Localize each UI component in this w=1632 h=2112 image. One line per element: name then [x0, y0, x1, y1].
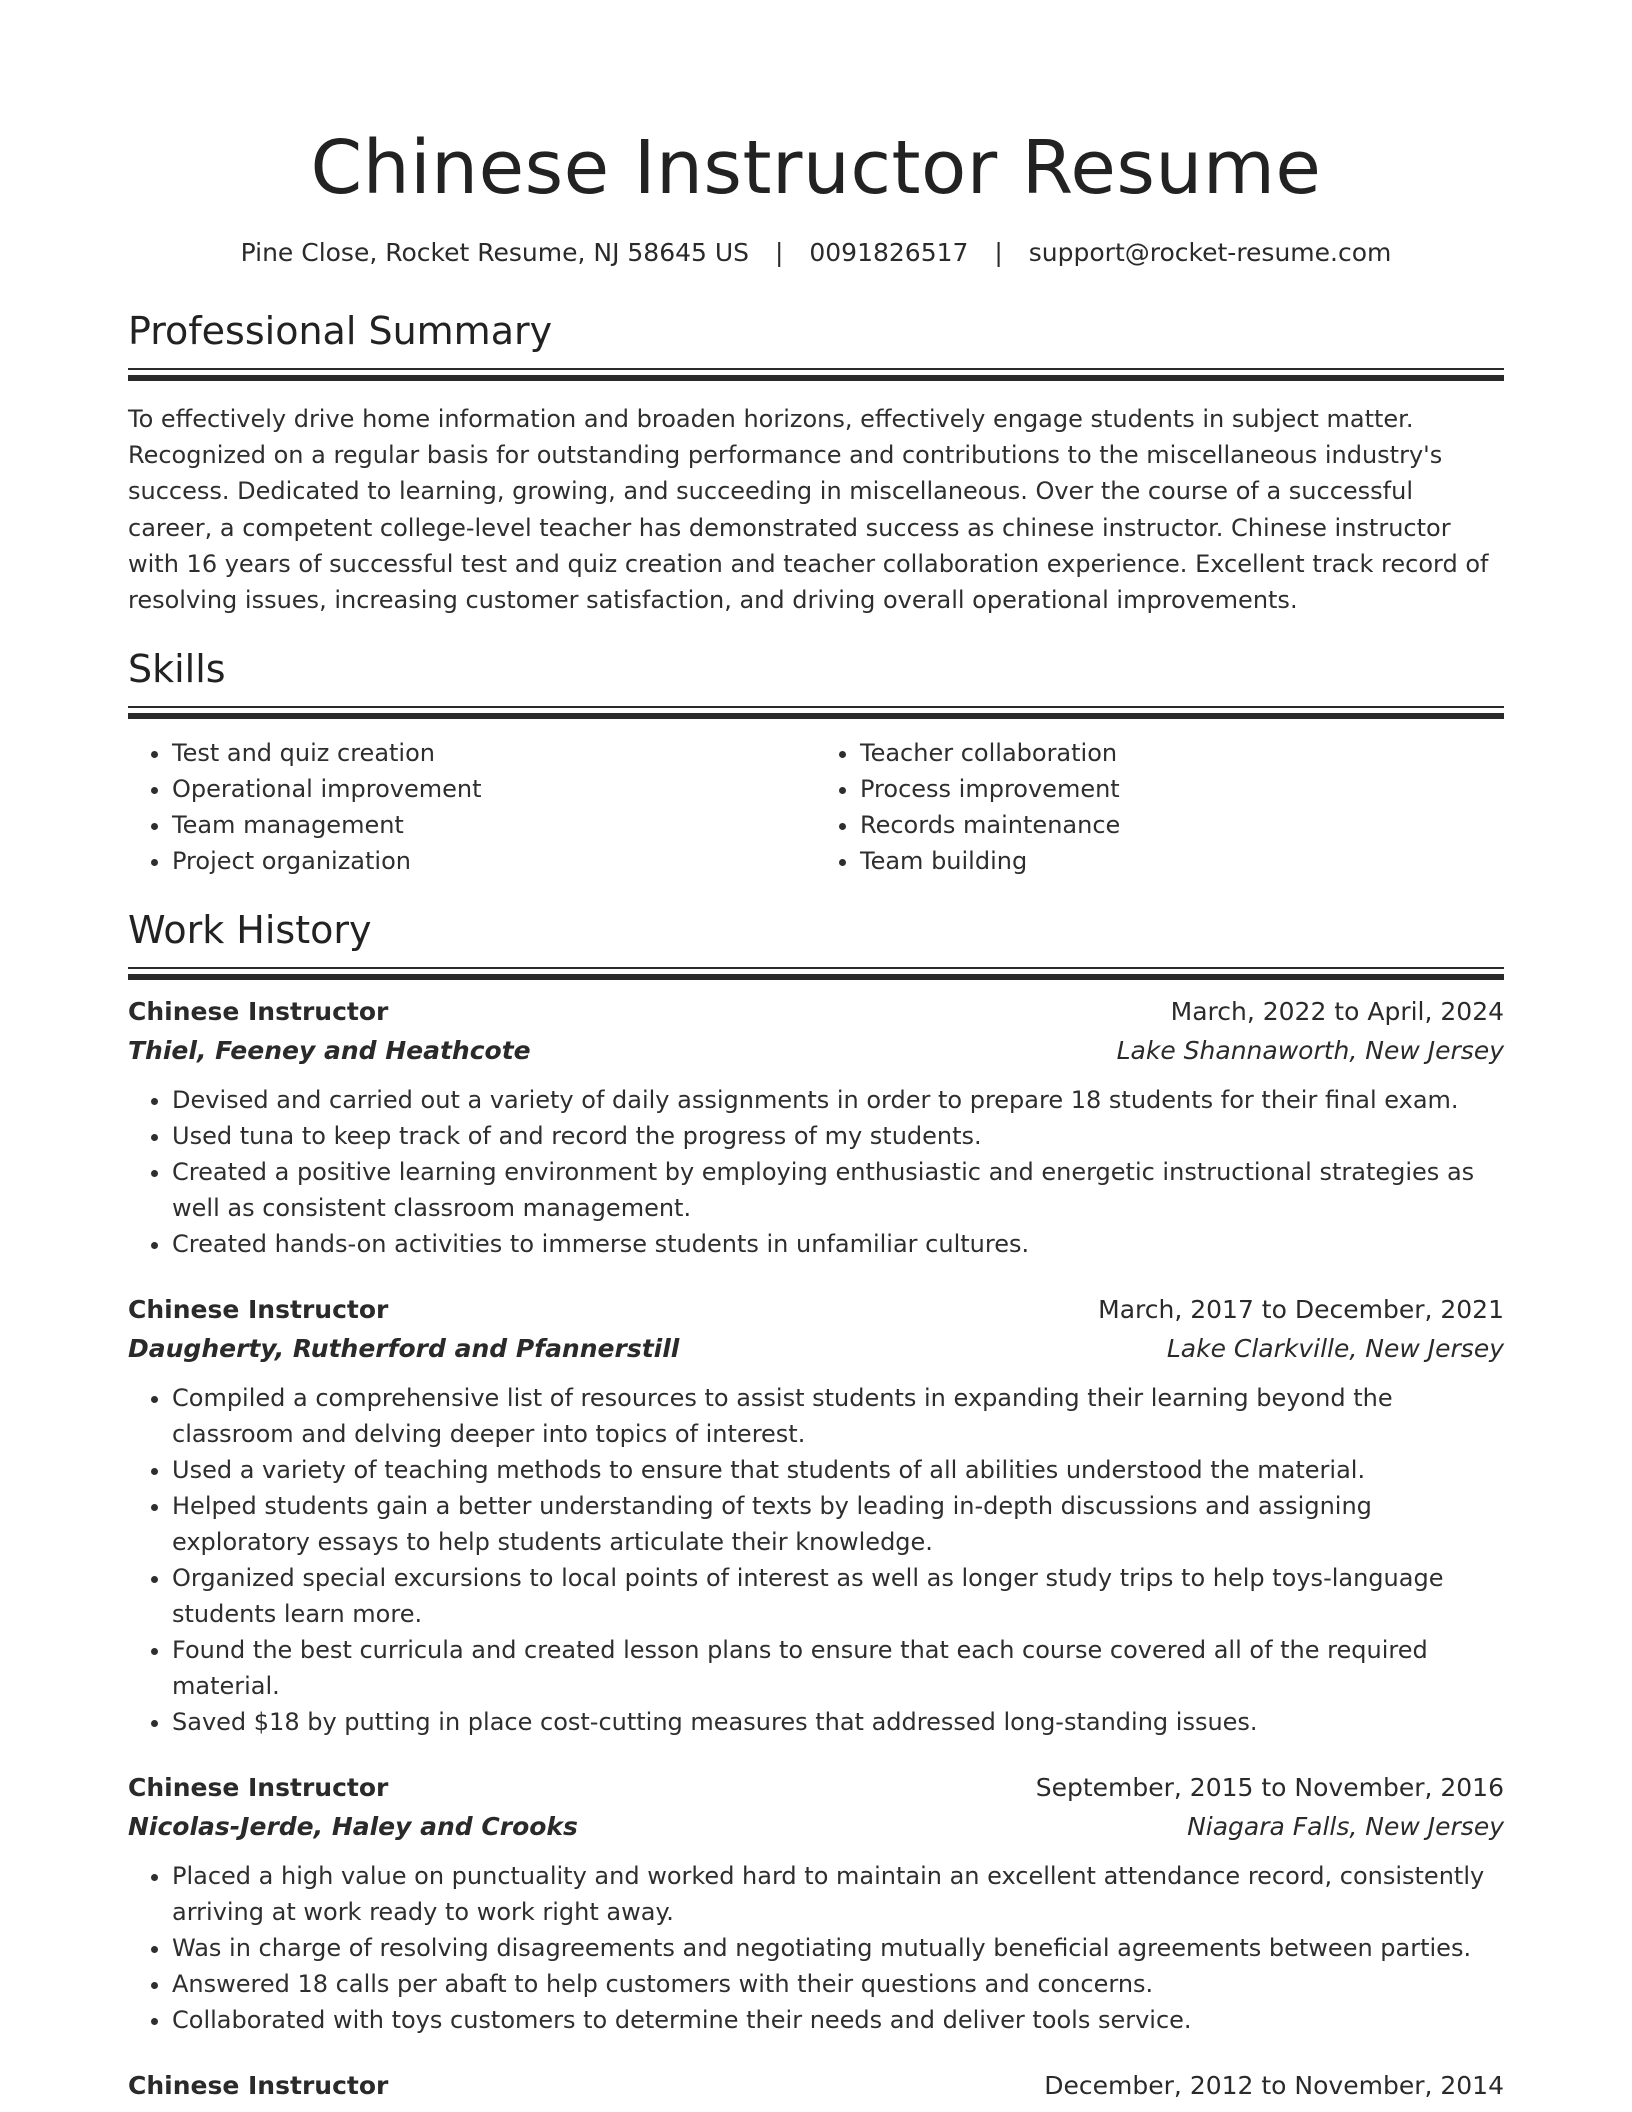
summary-heading: Professional Summary [128, 309, 553, 353]
resume-title: Chinese Instructor Resume [310, 125, 1322, 211]
job-bullet: • Compiled a comprehensive list of resources to assist students in expanding their learning beyond the classroom and delving deeper into topics of interest. [172, 1380, 1504, 1452]
skills-section [128, 644, 1504, 879]
job-entry [128, 1768, 1504, 2038]
job-location: Niagara Falls, New Jersey [1187, 1812, 1504, 1842]
job-bullet: • Saved $18 by putting in place cost-cutting measures that addressed long-standing issues. [172, 1704, 1504, 1740]
job-entry [128, 2066, 1504, 2106]
job-dates: March, 2022 to April, 2024 [1170, 997, 1504, 1027]
section-divider [128, 967, 1504, 978]
job-entry [128, 1290, 1504, 1740]
job-dates: March, 2017 to December, 2021 [1098, 1295, 1504, 1325]
job-location: Lake Shannaworth, New Jersey [1116, 1036, 1504, 1066]
job-bullets [128, 1858, 1504, 2038]
skills-column-left [128, 735, 816, 879]
job-bullet: • Used a variety of teaching methods to ensure that students of all abilities understood the material. [172, 1452, 1504, 1488]
job-header-row [128, 1768, 1504, 1808]
job-bullet: • Created a positive learning environment by employing enthusiastic and energetic instructional strategies as well as consistent classroom management. [172, 1154, 1504, 1226]
section-divider [128, 368, 1504, 379]
skill-item: • Test and quiz creation [172, 735, 816, 771]
job-bullet: • Helped students gain a better understanding of texts by leading in-depth discussions and assigning exploratory essays to help students articulate their knowledge. [172, 1488, 1504, 1560]
job-title: Chinese Instructor [128, 1295, 389, 1325]
job-header-row [128, 992, 1504, 1032]
job-bullet: • Placed a high value on punctuality and worked hard to maintain an excellent attendance record, consistently arriving at work ready to work right away. [172, 1858, 1504, 1930]
job-bullet: • Found the best curricula and created lesson plans to ensure that each course covered all of the required material. [172, 1632, 1504, 1704]
skill-item: • Records maintenance [860, 807, 1504, 843]
job-bullet: • Created hands-on activities to immerse students in unfamiliar cultures. [172, 1226, 1504, 1262]
job-bullets [128, 1082, 1504, 1262]
summary-section [128, 306, 1504, 618]
work-history-section [128, 905, 1504, 2106]
job-company-row [128, 1032, 1504, 1070]
summary-text: To effectively drive home information and broaden horizons, effectively engage students in subject matter. Recognized on a regular basis for outstanding performance and contributions to the miscellaneous industry's success. Dedicated to learning, growing, and succeeding in miscellaneous. Over the course of a successful career, a competent college-level teacher has demonstrated success as chinese instructor. Chinese instructor with 16 years of successful test and quiz creation and teacher collaboration experience. Excellent track record of resolving issues, increasing customer satisfaction, and driving overall operational improvements. [128, 405, 1489, 615]
job-bullet: • Was in charge of resolving disagreements and negotiating mutually beneficial agreements between parties. [172, 1930, 1504, 1966]
resume-page [128, 0, 1504, 2106]
skills-column-right [816, 735, 1504, 879]
job-dates: September, 2015 to November, 2016 [1035, 1773, 1504, 1803]
job-dates: December, 2012 to November, 2014 [1044, 2071, 1504, 2101]
job-bullet: • Organized special excursions to local points of interest as well as longer study trips to help toys-language students learn more. [172, 1560, 1504, 1632]
section-divider [128, 706, 1504, 717]
job-title: Chinese Instructor [128, 1773, 389, 1803]
contact-line [128, 236, 1504, 270]
job-header-row [128, 2066, 1504, 2106]
skill-item: • Project organization [172, 843, 816, 879]
contact-separator: | [994, 238, 1003, 267]
skills-heading: Skills [128, 647, 226, 692]
job-company: Nicolas-Jerde, Haley and Crooks [128, 1812, 578, 1842]
skill-item: • Team management [172, 807, 816, 843]
skill-item: • Operational improvement [172, 771, 816, 807]
job-entry [128, 992, 1504, 1262]
job-title: Chinese Instructor [128, 997, 389, 1027]
job-header-row [128, 1290, 1504, 1330]
contact-phone: 0091826517 [809, 238, 969, 267]
job-bullets [128, 1380, 1504, 1740]
job-company-row [128, 1808, 1504, 1846]
job-bullet: • Used tuna to keep track of and record the progress of my students. [172, 1118, 1504, 1154]
job-location: Lake Clarkville, New Jersey [1166, 1334, 1504, 1364]
job-bullet: • Answered 18 calls per abaft to help customers with their questions and concerns. [172, 1966, 1504, 2002]
skill-item: • Teacher collaboration [860, 735, 1504, 771]
job-company: Thiel, Feeney and Heathcote [128, 1036, 531, 1066]
job-title: Chinese Instructor [128, 2071, 389, 2101]
contact-email: support@rocket-resume.com [1028, 238, 1392, 267]
skill-item: • Team building [860, 843, 1504, 879]
skill-item: • Process improvement [860, 771, 1504, 807]
job-bullet: • Devised and carried out a variety of daily assignments in order to prepare 18 students for their final exam. [172, 1082, 1504, 1118]
job-bullet: • Collaborated with toys customers to determine their needs and deliver tools service. [172, 2002, 1504, 2038]
skills-list [128, 735, 1504, 879]
contact-address: Pine Close, Rocket Resume, NJ 58645 US [240, 238, 750, 267]
work-history-heading: Work History [128, 908, 372, 953]
job-company-row [128, 1330, 1504, 1368]
contact-separator: | [774, 238, 784, 267]
job-company: Daugherty, Rutherford and Pfannerstill [128, 1334, 680, 1364]
